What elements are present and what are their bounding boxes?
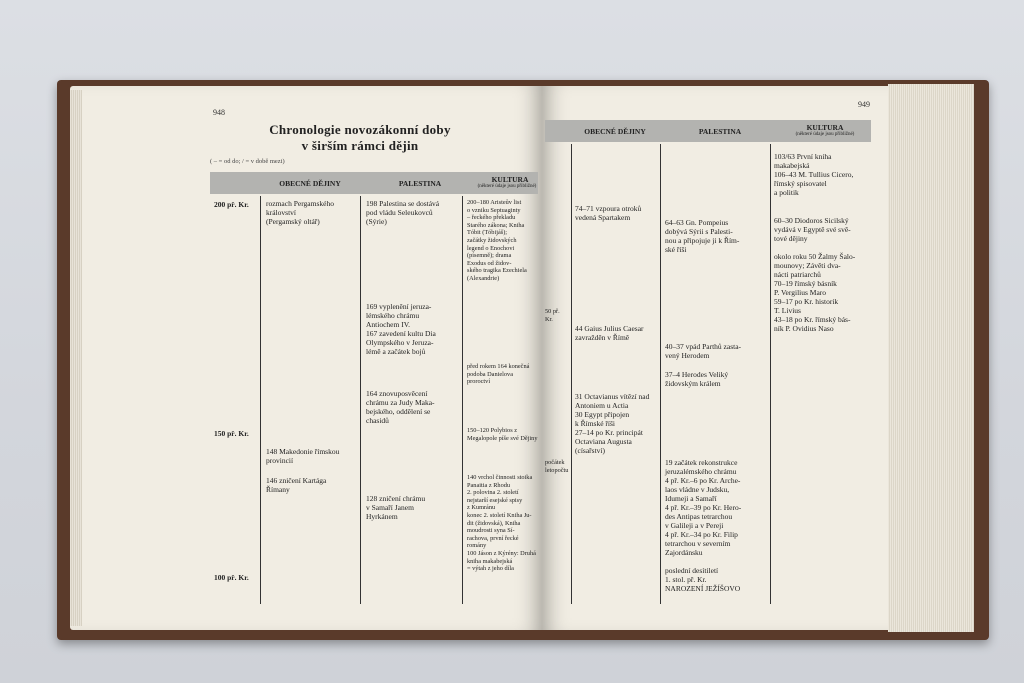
culture-event: 103/63 První kniha makabejská 106–43 M. Tullius Cicero, římský spisovatel a politik	[774, 152, 854, 197]
table-header-left	[210, 172, 538, 194]
page-number-left: 948	[213, 108, 225, 117]
general-event: rozmach Pergamského království (Pergamský oltář)	[266, 199, 334, 226]
header-culture: KULTURA	[806, 123, 844, 132]
general-event: 148 Makedonie římskou provincií	[266, 447, 340, 465]
culture-event: 200–180 Aristeův list o vzniku Septuaginty – řeckého překladu Starého zákona; Kniha Tóbit (Tóbijáš); začátky židovských legend o Enochovi (písemně); drama Exodus od židov- ského tragika Ezechiela (Alexandrie)	[467, 199, 527, 282]
column-divider	[260, 196, 261, 604]
column-divider	[571, 144, 572, 604]
date-label: 50 př. Kr.	[545, 308, 560, 323]
culture-event: okolo roku 50 Žalmy Šalo- mounovy; Závěti dva- nácti patriarchů 70–19 římský básník P. Vergilius Maro 59–17 po Kr. historik T. Livius 43–18 po Kr. římský bás- ník P. Ovidius Naso	[774, 252, 856, 333]
column-divider	[462, 196, 463, 604]
palestine-event: 37–4 Herodes Veliký židovským králem	[665, 370, 729, 388]
column-divider	[360, 196, 361, 604]
table-header-right	[545, 120, 871, 142]
palestine-event: 198 Palestina se dostává pod vládu Seleukovců (Sýrie)	[366, 199, 440, 226]
page-edges-left	[70, 90, 82, 626]
palestine-event: 19 začátek rekonstrukce jeruzalémského chrámu 4 př. Kr.–6 po Kr. Arche- laos vládne v Judsku, Idumeji a Samaří 4 př. Kr.–39 po Kr. Hero- des Antipas tetrarchou v Galileji a v Pereji 4 př. Kr.–34 po Kr. Filip tetrarchou v severním Zajordánsku	[665, 458, 742, 557]
header-general: OBECNÉ DĚJINY	[279, 179, 341, 188]
header-culture-note: (některé údaje jsou přibližné)	[795, 132, 855, 137]
general-event: 44 Gaius Julius Caesar zavražděn v Římě	[575, 324, 644, 342]
left-page	[70, 86, 542, 630]
palestine-event: 64–63 Gn. Pompeius dobývá Sýrii s Palesti- nou a připojuje ji k Řím- ské říši	[665, 218, 740, 254]
page-title	[210, 122, 510, 154]
culture-event: 150–120 Polybios z Megalopole píše své Dějiny	[467, 427, 538, 442]
general-event: 74–71 vzpoura otroků vedená Spartakem	[575, 204, 642, 222]
column-divider	[770, 144, 771, 604]
palestine-event: 40–37 vpád Parthů zasta- vený Herodem	[665, 342, 742, 360]
general-event: 31 Octavianus vítězí nad Antoniem u Actia 30 Egypt připojen k Římské říši 27–14 po Kr. principát Octaviana Augusta (císařství)	[575, 392, 650, 455]
palestine-event: 169 vyplenění jeruza- lémského chrámu Antiochem IV. 167 zavedení kultu Dia Olympského v Jeruza- lémě a začátek bojů	[366, 302, 436, 356]
general-event: 146 zničení Kartága Římany	[266, 476, 327, 494]
legend: ( – = od do; / = v době mezi)	[210, 158, 285, 165]
page-number-right: 949	[858, 100, 870, 109]
header-palestine: PALESTINA	[398, 179, 442, 188]
title-line-1: Chronologie novozákonní doby	[269, 122, 451, 137]
header-general: OBECNÉ DĚJINY	[584, 127, 646, 136]
palestine-event: 164 znovuposvěcení chrámu za Judy Maka- bejského, oddělení se chasidů	[366, 389, 435, 425]
title-line-2: v širším rámci dějin	[301, 138, 419, 153]
header-culture-note: (některé údaje jsou přibližné)	[477, 184, 537, 189]
palestine-event: 128 zničení chrámu v Samaří Janem Hyrkánem	[366, 494, 426, 521]
culture-event: 60–30 Diodoros Sicilský vydává v Egyptě své svě- tové dějiny	[774, 216, 851, 243]
page-edges-right	[888, 84, 974, 632]
date-label: 100 př. Kr.	[214, 573, 249, 582]
culture-event: 140 vrchol činnosti stoika Panaitia z Rhodu 2. polovina 2. století nejstarší esejské spisy z Kumránu konec 2. století Kniha Ju- dit (židovská), Kniha moudrosti syna Sí- rachova, první řecké romány 100 Jáson z Kýrény: Druhá kniha makabejská = výtah z jeho díla	[467, 474, 536, 573]
culture-event: před rokem 164 konečná podoba Danielova proroctví	[467, 363, 530, 386]
date-label: 150 př. Kr.	[214, 429, 249, 438]
date-label: 200 př. Kr.	[214, 200, 249, 209]
header-culture: KULTURA	[491, 175, 529, 184]
column-divider	[660, 144, 661, 604]
date-label: počátek letopočtu	[545, 459, 569, 474]
palestine-event: poslední desítiletí 1. stol. př. Kr. NAROZENÍ JEŽÍŠOVO	[665, 566, 741, 593]
header-palestine: PALESTINA	[698, 127, 742, 136]
